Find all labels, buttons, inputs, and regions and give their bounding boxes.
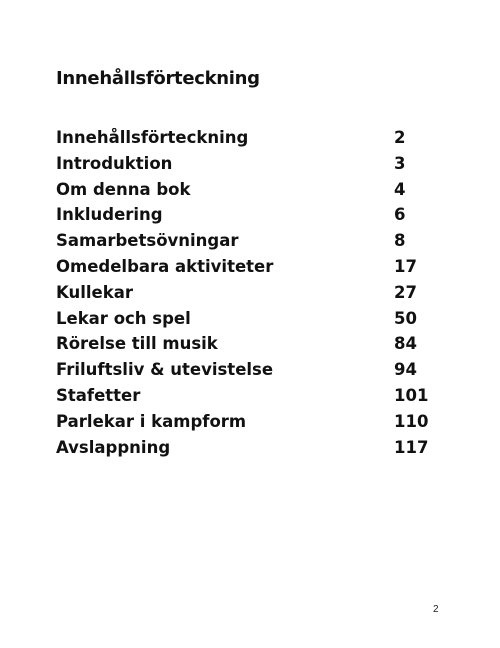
page-title: Innehållsförteckning [56, 68, 260, 89]
toc-entry-title: Rörelse till musik [56, 334, 218, 354]
toc-entry-page: 117 [394, 437, 429, 457]
toc-entry-page: 27 [394, 282, 417, 302]
toc-entry-page: 3 [394, 153, 406, 173]
toc-entry [56, 412, 436, 438]
toc-entry-title: Stafetter [56, 385, 141, 405]
toc-entry-title: Om denna bok [56, 179, 191, 199]
toc-entry [56, 231, 436, 257]
toc-entry-title: Avslappning [56, 437, 171, 457]
toc-entry [56, 438, 436, 464]
toc-entry-page: 6 [394, 205, 406, 225]
toc-entry [56, 154, 436, 180]
toc-entry-page: 101 [394, 385, 429, 405]
toc-entry [56, 386, 436, 412]
page-number: 2 [433, 604, 439, 615]
toc-entry-title: Samarbetsövningar [56, 231, 239, 251]
toc-entry [56, 128, 436, 154]
toc-entry-title: Introduktion [56, 153, 173, 173]
toc-entry-title: Innehållsförteckning [56, 128, 249, 147]
toc-entry-title: Lekar och spel [56, 308, 191, 328]
toc-entry-title: Kullekar [56, 282, 133, 302]
toc-entry-page: 94 [394, 360, 417, 380]
toc-entry-page: 17 [394, 256, 417, 276]
table-of-contents [56, 128, 436, 463]
toc-entry-title: Parlekar i kampform [56, 411, 247, 431]
toc-entry-page: 50 [394, 308, 417, 328]
toc-entry-page: 8 [394, 231, 406, 251]
toc-entry-page: 110 [394, 411, 429, 431]
toc-entry [56, 180, 436, 206]
toc-entry-page: 84 [394, 334, 417, 354]
toc-entry [56, 283, 436, 309]
toc-entry [56, 309, 436, 335]
toc-entry [56, 360, 436, 386]
toc-entry [56, 205, 436, 231]
toc-entry-page: 4 [394, 179, 406, 199]
toc-entry [56, 257, 436, 283]
toc-entry-page: 2 [394, 128, 406, 147]
toc-entry-title: Omedelbara aktiviteter [56, 256, 274, 276]
toc-entry-title: Friluftsliv & utevistelse [56, 360, 274, 380]
toc-entry [56, 334, 436, 360]
toc-entry-title: Inkludering [56, 205, 163, 225]
